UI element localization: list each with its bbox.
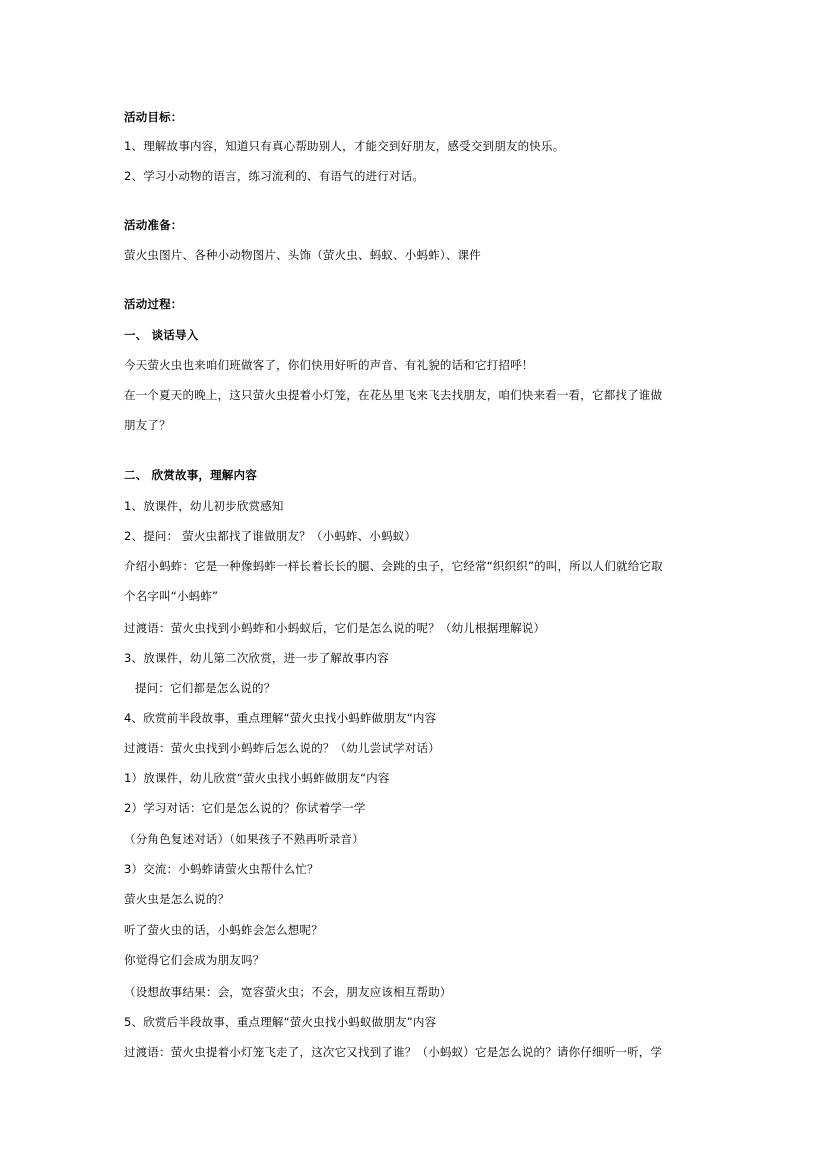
section-1-paragraph-1: 今天萤火虫也来咱们班做客了，你们快用好听的声音、有礼貌的话和它打招呼！ <box>124 358 534 372</box>
section-2-heading: 二、 欣赏故事，理解内容 <box>124 468 257 482</box>
process-heading: 活动过程： <box>124 297 183 311</box>
s2-item-5: 5、欣赏后半段故事，重点理解“萤火虫找小蚂蚁做朋友”内容 <box>124 1015 437 1029</box>
goals-heading: 活动目标： <box>124 110 183 124</box>
s2-subitem-3: 3）交流：小蚂蚱请萤火虫帮什么忙？ <box>124 862 319 876</box>
s2-subitem-3-question-1: 萤火虫是怎么说的？ <box>124 892 230 906</box>
section-1-paragraph-2a: 在一个夏天的晚上，这只萤火虫提着小灯笼，在花丛里飞来飞去找朋友，咱们快来看一看，它都找了谁做 <box>124 388 663 402</box>
s2-intro-line-1: 介绍小蚂蚱：它是一种像蚂蚱一样长着长长的腿、会跳的虫子，它经常“织织织”的叫，所以人们就给它取 <box>124 559 663 573</box>
s2-item-1: 1、放课件，幼儿初步欣赏感知 <box>124 499 284 513</box>
goal-item-1: 1、理解故事内容，知道只有真心帮助别人，才能交到好朋友，感受交到朋友的快乐。 <box>124 139 565 153</box>
s2-intro-line-2: 个名字叫“小蚂蚱” <box>124 589 219 603</box>
s2-subitem-3-question-3: 你觉得它们会成为朋友吗？ <box>124 953 265 967</box>
s2-subitem-3-question-2: 听了萤火虫的话，小蚂蚱会怎么想呢？ <box>124 923 323 937</box>
prep-text: 萤火虫图片、各种小动物图片、头饰（萤火虫、蚂蚁、小蚂蚱）、课件 <box>124 248 481 262</box>
section-1-heading: 一、 谈话导入 <box>124 328 199 342</box>
s2-subitem-2: 2）学习对话：它们是怎么说的？你试着学一学 <box>124 801 366 815</box>
s2-subitem-1: 1）放课件，幼儿欣赏“萤火虫找小蚂蚱做朋友“内容 <box>124 771 390 785</box>
s2-item-3: 3、放课件，幼儿第二次欣赏，进一步了解故事内容 <box>124 651 389 665</box>
s2-transition-3: 过渡语：萤火虫提着小灯笼飞走了，这次它又找到了谁？（小蚂蚁）它是怎么说的？请你仔细听一听，学 <box>124 1045 663 1059</box>
s2-item-4: 4、欣赏前半段故事，重点理解“萤火虫找小蚂蚱做朋友“内容 <box>124 711 437 725</box>
section-1-paragraph-2b: 朋友了？ <box>124 418 171 432</box>
goal-item-2: 2、学习小动物的语言，练习流利的、有语气的进行对话。 <box>124 169 425 183</box>
s2-subitem-3-note: （设想故事结果：会，宽容萤火虫；不会，朋友应该相互帮助） <box>124 985 452 999</box>
s2-transition-2: 过渡语：萤火虫找到小蚂蚱后怎么说的？（幼儿尝试学对话） <box>124 741 440 755</box>
s2-transition-1: 过渡语：萤火虫找到小蚂蚱和小蚂蚁后，它们是怎么说的呢？（幼儿根据理解说） <box>124 621 546 635</box>
s2-item-3-question: 提问：它们都是怎么说的？ <box>135 681 276 695</box>
s2-subitem-2-note: （分角色复述对话）（如果孩子不熟再听录音） <box>124 832 364 846</box>
prep-heading: 活动准备： <box>124 218 183 232</box>
s2-item-2: 2、提问： 萤火虫都找了谁做朋友？（小蚂蚱、小蚂蚁） <box>124 529 417 543</box>
